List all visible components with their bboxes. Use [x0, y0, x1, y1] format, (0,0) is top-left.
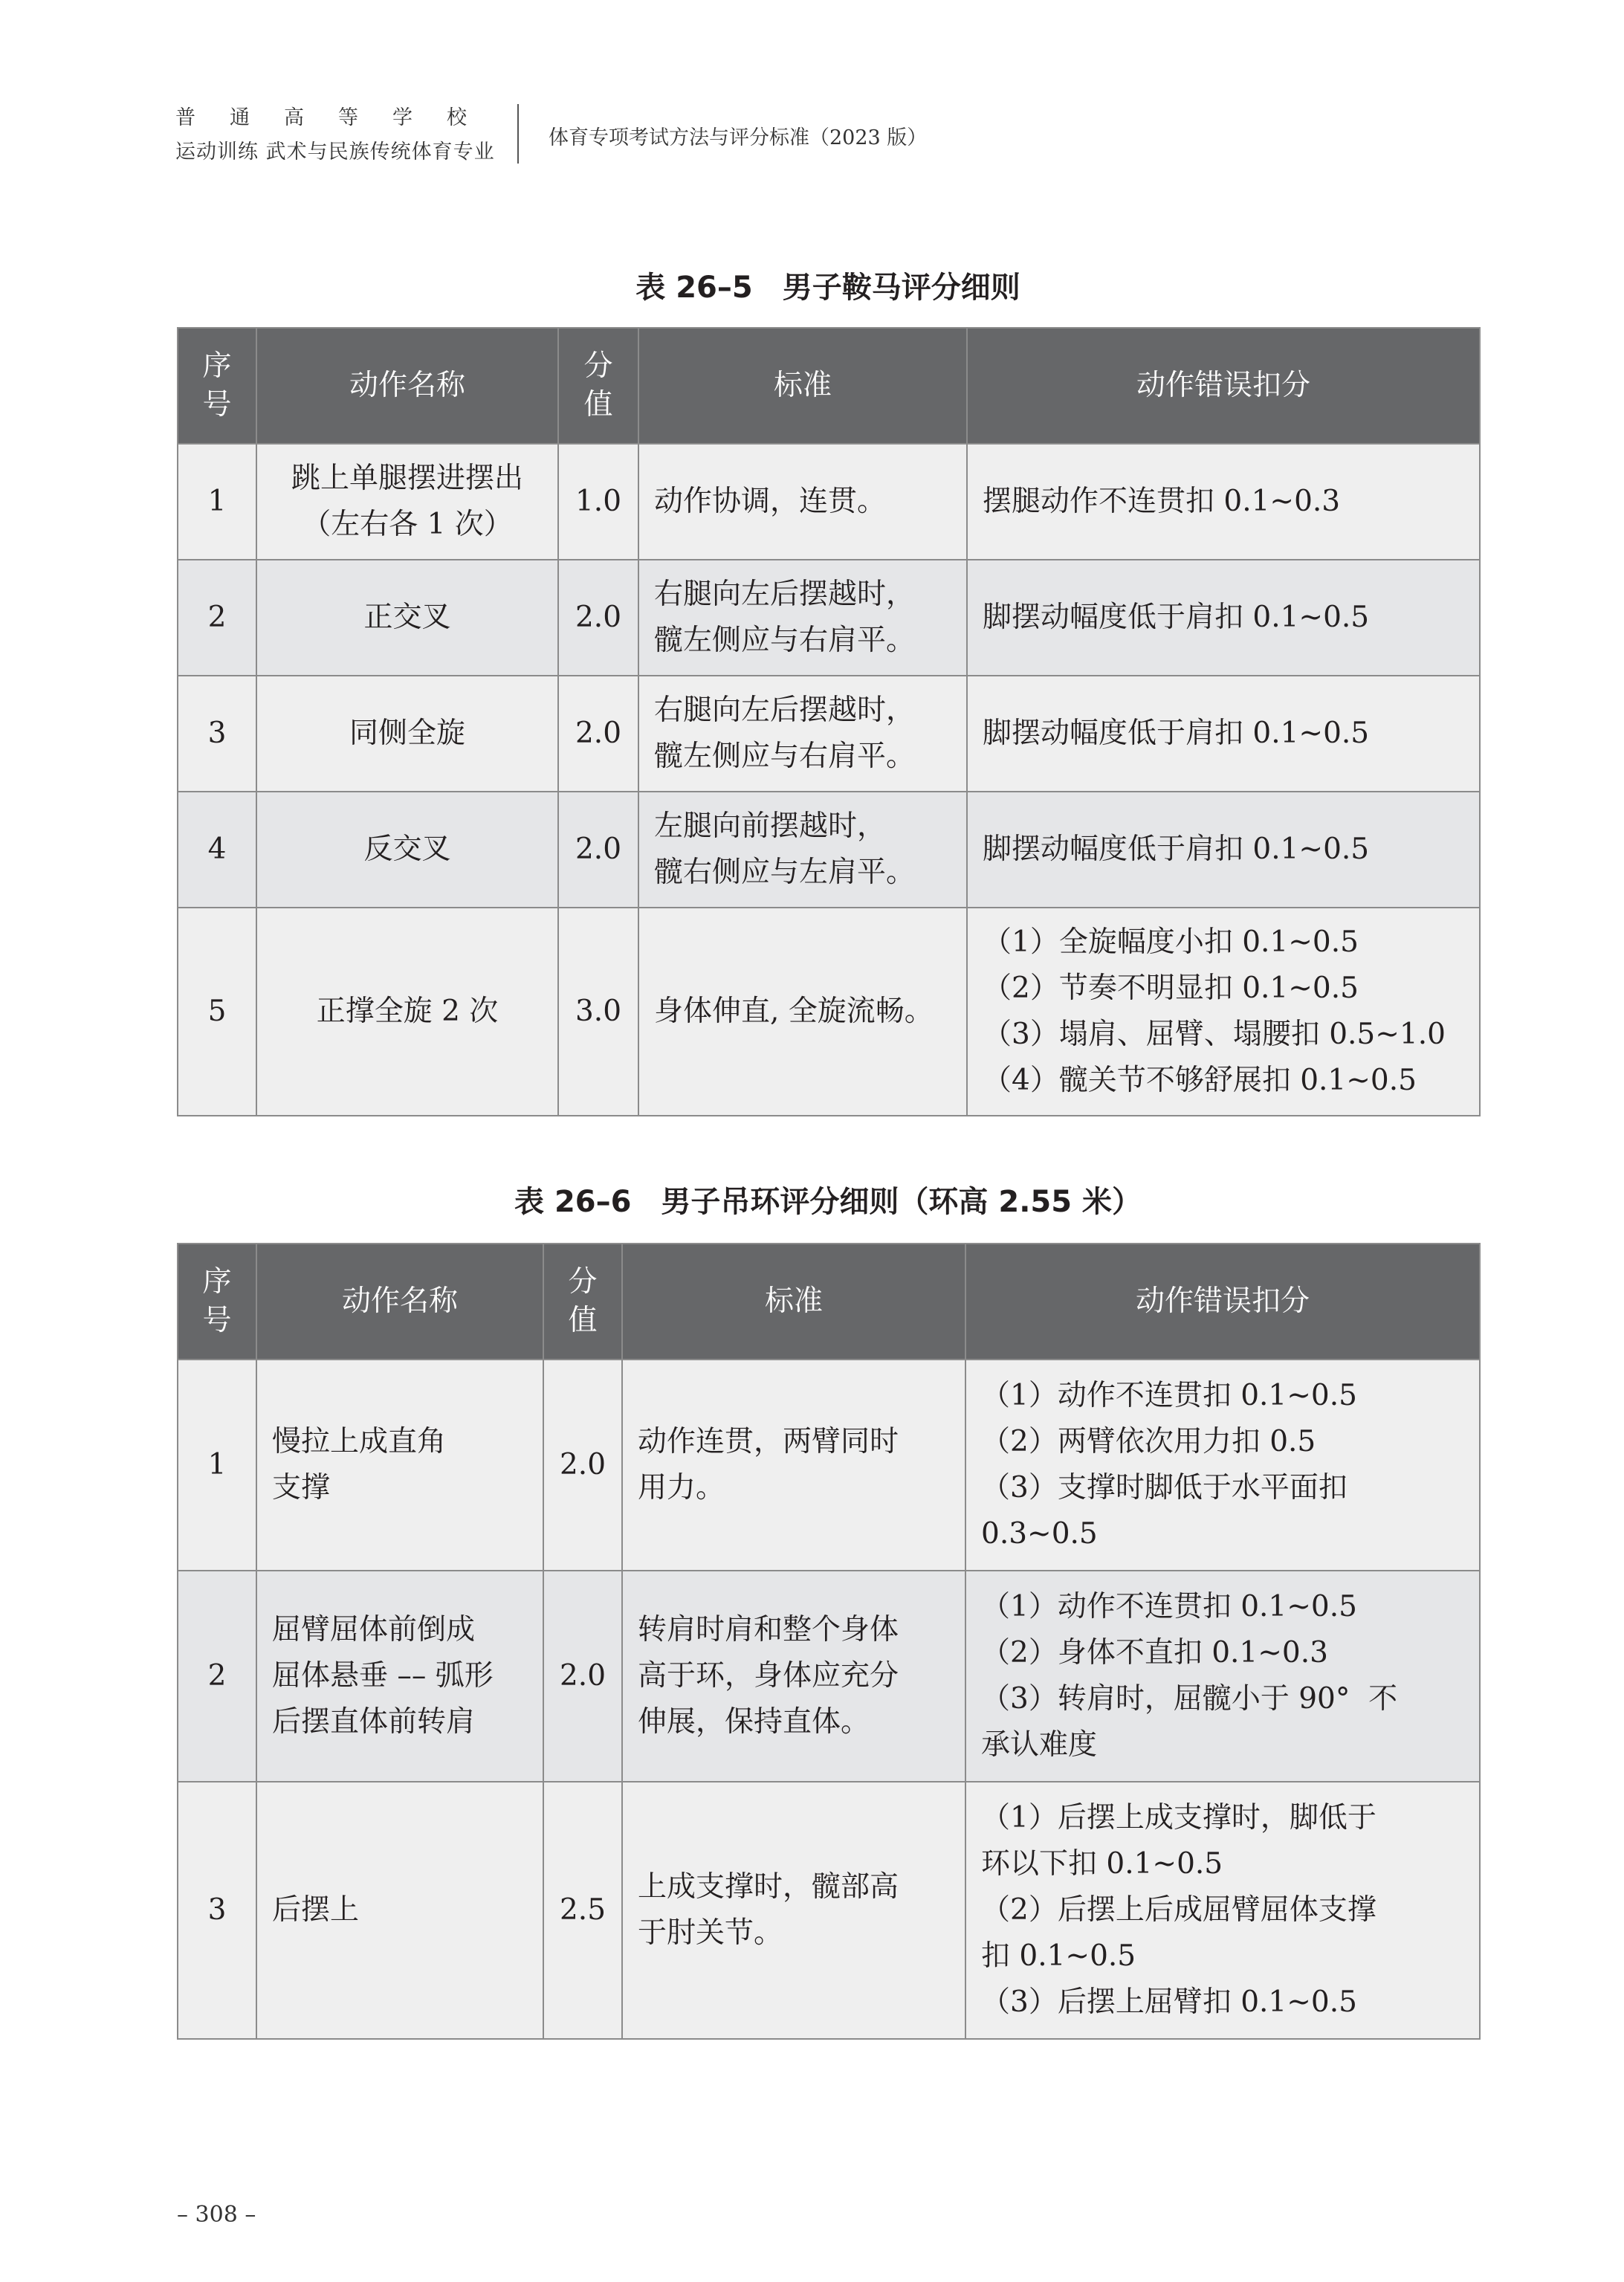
table-row: [178, 792, 1480, 908]
cell-standard: 身体伸直, 全旋流畅。: [638, 908, 967, 1116]
rings-scoring-table: [177, 1243, 1481, 2040]
cell-no: 2: [178, 560, 256, 676]
cell-deduction: （1）动作不连贯扣 0.1~0.5 （2）身体不直扣 0.1~0.3 （3）转肩时，屈髋小于 90° 不 承认难度: [965, 1571, 1480, 1782]
table2-caption: 表 26–6 男子吊环评分细则（环高 2.55 米）: [514, 1185, 1142, 1219]
cell-deduction: 脚摆动幅度低于肩扣 0.1~0.5: [967, 560, 1480, 676]
cell-no: 3: [178, 676, 256, 792]
table-row: [178, 1782, 1480, 2039]
cell-no: 5: [178, 908, 256, 1116]
cell-name: 正交叉: [256, 560, 558, 676]
table-row: [178, 444, 1480, 560]
header-cell-name: 动作名称: [256, 1244, 543, 1360]
cell-score: 3.0: [558, 908, 638, 1116]
cell-name: 后摆上: [256, 1782, 543, 2039]
cell-deduction: （1）后摆上成支撑时，脚低于 环以下扣 0.1~0.5 （2）后摆上后成屈臂屈体支撑 扣 0.1~0.5 （3）后摆上屈臂扣 0.1~0.5: [965, 1782, 1480, 2039]
table-header-row: [178, 1244, 1480, 1360]
table-row: [178, 908, 1480, 1116]
cell-score: 2.0: [543, 1360, 622, 1571]
cell-standard: 右腿向左后摆越时， 髋左侧应与右肩平。: [638, 560, 967, 676]
cell-score: 2.0: [543, 1571, 622, 1782]
cell-deduction: 脚摆动幅度低于肩扣 0.1~0.5: [967, 792, 1480, 908]
cell-standard: 动作连贯，两臂同时 用力。: [622, 1360, 965, 1571]
header-divider: [517, 104, 519, 164]
cell-name: 反交叉: [256, 792, 558, 908]
cell-name: 跳上单腿摆进摆出 （左右各 1 次）: [256, 444, 558, 560]
header-book-title: 体育专项考试方法与评分标准（2023 版）: [549, 126, 928, 149]
header-cell-deduction: 动作错误扣分: [967, 328, 1480, 444]
cell-score: 2.0: [558, 792, 638, 908]
cell-score: 2.0: [558, 560, 638, 676]
cell-score: 2.5: [543, 1782, 622, 2039]
cell-score: 1.0: [558, 444, 638, 560]
cell-standard: 动作协调，连贯。: [638, 444, 967, 560]
header-cell-no: 序 号: [178, 1244, 256, 1360]
header-school-type: 普通高等学校: [175, 106, 501, 129]
cell-no: 2: [178, 1571, 256, 1782]
cell-no: 1: [178, 444, 256, 560]
header-cell-score: 分 值: [543, 1244, 622, 1360]
cell-name: 同侧全旋: [256, 676, 558, 792]
cell-no: 1: [178, 1360, 256, 1571]
cell-deduction: （1）全旋幅度小扣 0.1~0.5 （2）节奏不明显扣 0.1~0.5 （3）塌肩、屈臂、塌腰扣 0.5~1.0 （4）髋关节不够舒展扣 0.1~0.5: [967, 908, 1480, 1116]
cell-name: 屈臂屈体前倒成 屈体悬垂 –– 弧形 后摆直体前转肩: [256, 1571, 543, 1782]
header-cell-name: 动作名称: [256, 328, 558, 444]
cell-no: 3: [178, 1782, 256, 2039]
header-major: 运动训练 武术与民族传统体育专业: [175, 140, 495, 164]
running-header-left: [175, 101, 501, 169]
table1-caption: 表 26–5 男子鞍马评分细则: [635, 271, 1020, 305]
table-row: [178, 1571, 1480, 1782]
cell-standard: 左腿向前摆越时， 髋右侧应与左肩平。: [638, 792, 967, 908]
table-row: [178, 560, 1480, 676]
table-header-row: [178, 328, 1480, 444]
cell-deduction: （1）动作不连贯扣 0.1~0.5 （2）两臂依次用力扣 0.5 （3）支撑时脚低于水平面扣 0.3~0.5: [965, 1360, 1480, 1571]
cell-no: 4: [178, 792, 256, 908]
table-row: [178, 676, 1480, 792]
header-cell-standard: 标准: [622, 1244, 965, 1360]
cell-deduction: 脚摆动幅度低于肩扣 0.1~0.5: [967, 676, 1480, 792]
cell-standard: 上成支撑时，髋部高 于肘关节。: [622, 1782, 965, 2039]
cell-name: 正撑全旋 2 次: [256, 908, 558, 1116]
cell-standard: 右腿向左后摆越时， 髋左侧应与右肩平。: [638, 676, 967, 792]
cell-standard: 转肩时肩和整个身体 高于环，身体应充分 伸展，保持直体。: [622, 1571, 965, 1782]
cell-name: 慢拉上成直角 支撑: [256, 1360, 543, 1571]
header-cell-deduction: 动作错误扣分: [965, 1244, 1480, 1360]
header-cell-no: 序 号: [178, 328, 256, 444]
cell-deduction: 摆腿动作不连贯扣 0.1~0.3: [967, 444, 1480, 560]
cell-score: 2.0: [558, 676, 638, 792]
page-number: – 308 –: [177, 2202, 256, 2228]
header-cell-score: 分 值: [558, 328, 638, 444]
table-row: [178, 1360, 1480, 1571]
pommel-horse-scoring-table: [177, 327, 1481, 1116]
header-cell-standard: 标准: [638, 328, 967, 444]
